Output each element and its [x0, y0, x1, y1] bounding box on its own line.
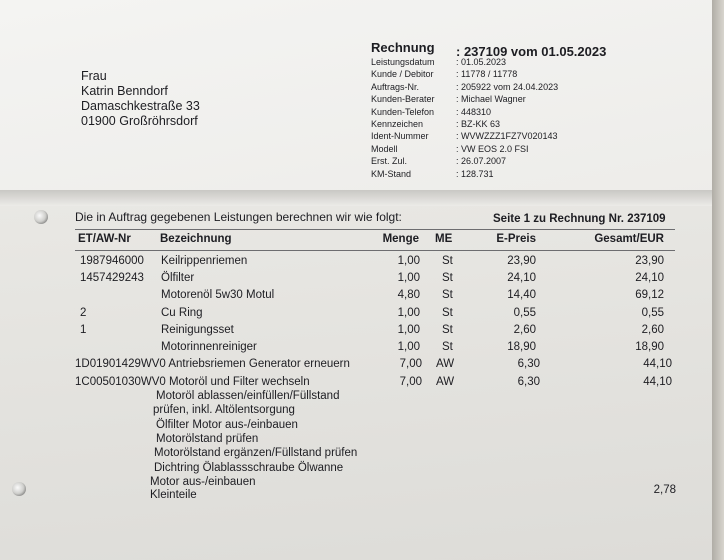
row-description: Ölfilter — [161, 272, 195, 285]
row-unit: St — [442, 289, 453, 302]
invoice-label: Rechnung — [371, 40, 435, 55]
row-unit: St — [442, 341, 453, 353]
row-part-number: 1987946000 — [80, 255, 144, 267]
row-part-number: 2 — [80, 306, 87, 319]
row-total: 0,55 — [641, 306, 664, 319]
labor-detail-line: prüfen, inkl. Altölentsorgung — [153, 404, 295, 417]
meta-field-label: Kunde / Debitor — [371, 69, 434, 80]
row-quantity: 1,00 — [397, 255, 420, 267]
labor-unit: AW — [436, 358, 455, 370]
meta-field-value: : 01.05.2023 — [456, 57, 507, 67]
labor-unit-price: 6,30 — [517, 358, 540, 370]
meta-field-label: Kunden-Berater — [371, 94, 435, 105]
labor-detail-line: Motorölstand ergänzen/Füllstand prüfen — [154, 447, 358, 460]
meta-field-value: : 205922 vom 24.04.2023 — [456, 81, 559, 92]
row-quantity: 4,80 — [397, 289, 420, 302]
recipient-street: Damaschkestraße 33 — [81, 99, 200, 113]
row-total: 69,12 — [635, 289, 664, 302]
recipient-name: Katrin Benndorf — [81, 84, 168, 98]
row-unit: St — [442, 306, 453, 319]
col-header-qty: Menge — [382, 233, 419, 245]
punch-hole-icon — [12, 482, 26, 496]
labor-detail-line: Ölfilter Motor aus-/einbauen — [156, 418, 298, 431]
paper-fold — [0, 190, 712, 206]
col-header-desc: Bezeichnung — [160, 233, 232, 245]
invoice-number: : 237109 vom 01.05.2023 — [456, 44, 607, 59]
labor-detail-line: Motoröl ablassen/einfüllen/Füllstand — [156, 390, 340, 402]
row-quantity: 1,00 — [397, 323, 420, 336]
row-unit: St — [442, 272, 453, 285]
row-description: Cu Ring — [161, 306, 203, 319]
row-unit-price: 18,90 — [507, 341, 536, 353]
meta-field-label: Modell — [371, 143, 398, 154]
meta-field-value: : 26.07.2007 — [456, 156, 507, 167]
meta-field-label: Ident-Nummer — [371, 131, 429, 142]
labor-detail-line: Dichtring Ölablassschraube Ölwanne — [154, 461, 344, 474]
col-header-price: E-Preis — [496, 233, 536, 245]
intro-text: Die in Auftrag gegebenen Leistungen berechnen wir wie folgt: — [75, 210, 402, 224]
punch-hole-icon — [34, 210, 48, 224]
labor-unit: AW — [436, 376, 455, 388]
header-rule-top — [75, 229, 675, 230]
row-total: 18,90 — [635, 341, 664, 353]
recipient-city: 01900 Großröhrsdorf — [81, 114, 198, 128]
small-parts-label: Kleinteile — [150, 489, 197, 501]
meta-field-value: : WVWZZZ1FZ7V020143 — [456, 131, 558, 142]
row-description: Motorenöl 5w30 Motul — [161, 289, 275, 302]
meta-field-label: KM-Stand — [371, 168, 412, 179]
labor-quantity: 7,00 — [399, 358, 422, 370]
meta-field-label: Leistungsdatum — [371, 57, 435, 67]
row-unit-price: 0,55 — [513, 306, 536, 319]
meta-field-label: Erst. Zul. — [371, 156, 408, 167]
row-quantity: 1,00 — [397, 306, 420, 319]
row-quantity: 1,00 — [397, 272, 420, 285]
row-quantity: 1,00 — [397, 341, 420, 353]
meta-field-value: : Michael Wagner — [456, 94, 526, 105]
col-header-nr: ET/AW-Nr — [78, 233, 131, 245]
labor-detail-line: Motor aus-/einbauen — [150, 475, 256, 488]
row-description: Keilrippenriemen — [161, 255, 248, 267]
row-unit: St — [442, 255, 453, 267]
recipient-salutation: Frau — [81, 69, 107, 83]
meta-field-value: : 11778 / 11778 — [456, 69, 518, 80]
paper-edge — [712, 0, 724, 560]
meta-field-value: : VW EOS 2.0 FSI — [456, 143, 529, 154]
row-total: 23,90 — [635, 255, 664, 267]
row-total: 24,10 — [635, 272, 664, 285]
page-reference: Seite 1 zu Rechnung Nr. 237109 — [493, 213, 666, 225]
meta-field-value: : 448310 — [456, 106, 492, 117]
row-description: Motorinnenreiniger — [161, 341, 257, 353]
labor-quantity: 7,00 — [399, 376, 422, 388]
labor-unit-price: 6,30 — [517, 376, 540, 388]
labor-description: 1D01901429WV0 Antriebsriemen Generator erneuern — [75, 358, 350, 370]
labor-description: 1C00501030WV0 Motoröl und Filter wechseln — [75, 376, 310, 388]
labor-detail-line: Motorölstand prüfen — [156, 432, 259, 445]
row-unit: St — [442, 323, 453, 336]
meta-field-value: : BZ-KK 63 — [456, 119, 501, 129]
meta-field-value: : 128.731 — [456, 168, 494, 179]
row-description: Reinigungsset — [161, 323, 234, 336]
meta-field-label: Kennzeichen — [371, 119, 424, 129]
row-unit-price: 14,40 — [507, 289, 536, 302]
col-header-unit: ME — [435, 233, 453, 245]
row-part-number: 1 — [80, 323, 87, 336]
row-total: 2,60 — [641, 323, 664, 336]
col-header-total: Gesamt/EUR — [594, 233, 664, 245]
small-parts-total: 2,78 — [653, 484, 676, 496]
labor-total: 44,10 — [643, 358, 672, 370]
meta-field-label: Kunden-Telefon — [371, 106, 435, 117]
row-part-number: 1457429243 — [80, 272, 144, 285]
row-unit-price: 23,90 — [507, 255, 536, 267]
row-unit-price: 2,60 — [513, 323, 536, 336]
row-unit-price: 24,10 — [507, 272, 536, 285]
labor-total: 44,10 — [643, 376, 672, 388]
meta-field-label: Auftrags-Nr. — [371, 81, 420, 92]
header-rule-bottom — [75, 250, 675, 251]
